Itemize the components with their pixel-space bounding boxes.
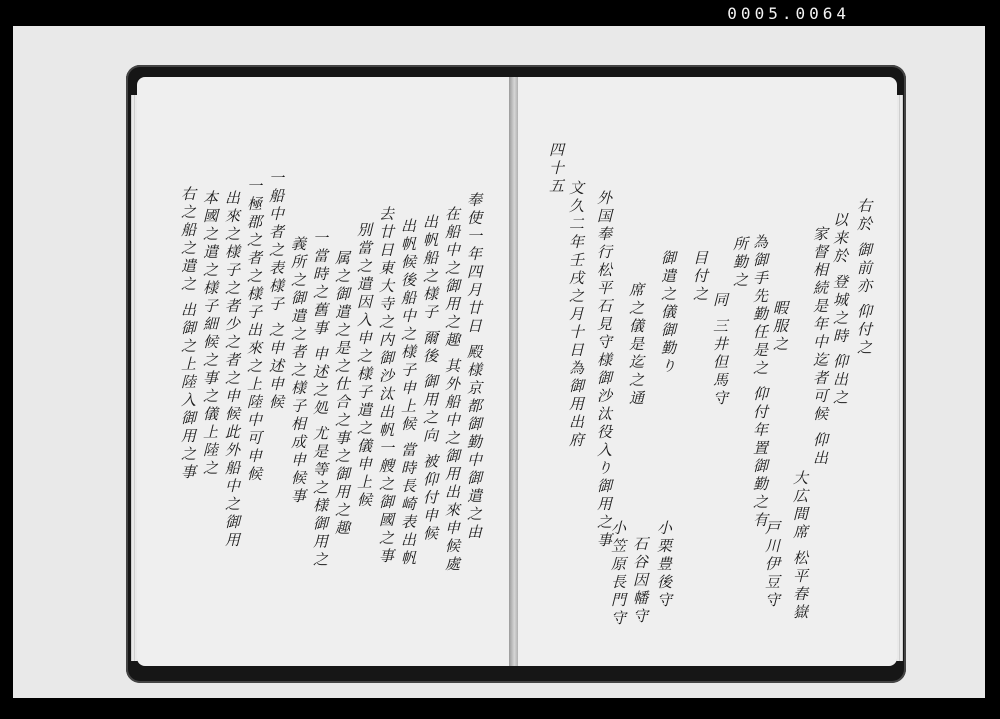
left-page-column: 義所之御遣之者之様子相成申候事 xyxy=(289,236,307,506)
left-page-column: 出來之様子之者少之者之申候此外船中之御用 xyxy=(223,190,241,550)
right-page-column: 四十五 xyxy=(547,142,565,196)
right-page-column: 為御手先勤任是之 仰付年置御勤之有 xyxy=(751,234,769,530)
right-page-column: 戸川伊豆守 xyxy=(763,520,781,610)
right-page-column: 小栗豊後守 xyxy=(655,520,673,610)
left-page-column: 奉使一年四月廿日 殿様京都御勤中御遣之由 xyxy=(465,192,483,542)
left-page-column: 去廿日東大寺之内御沙汰出帆一艘之御國之事 xyxy=(377,206,395,566)
left-page-column: 出帆船之様子 爾後 御用之向 被仰付申候 xyxy=(421,214,439,544)
right-page-column: 暇服之 xyxy=(771,300,789,354)
left-page-column: 本國之遣之様子細候之事之儀上陸之 xyxy=(201,190,219,478)
right-page-column: 小笠原長門守 xyxy=(609,520,627,628)
right-page-column: 所勤之 xyxy=(731,236,749,290)
left-page-column: 一極郡之者之様子出來之上陸中可申候 xyxy=(245,178,263,484)
right-page-column: 石谷因幡守 xyxy=(631,536,649,626)
left-page-column: 右之船之遣之 出御之上陸入御用之事 xyxy=(179,186,197,482)
left-page-column: 別當之遣因入申之様子遣之儀申上候 xyxy=(355,222,373,510)
right-page-column: 外国奉行松平石見守様御沙汰役入り御用之事 xyxy=(595,190,613,550)
left-page-column: 一船中者之表様子 之申述申候 xyxy=(267,170,285,412)
right-page-column: 大広間席 松平春嶽 xyxy=(791,470,809,622)
left-page-column: 一當時之舊事 申述之処 尤是等之様御用之 xyxy=(311,230,329,570)
right-page-column: 御遣之儀御勤り xyxy=(659,250,677,376)
book-gutter xyxy=(509,77,518,666)
right-page-column: 右於 御前亦 仰付之 xyxy=(855,198,873,358)
right-page-column: 席之儀是迄之通 xyxy=(627,282,645,408)
frame-id: 0005.0064 xyxy=(727,4,850,23)
right-page-column: 同 三井但馬守 xyxy=(711,292,729,408)
right-page-column: 以来於 登城之時 仰出之 xyxy=(831,212,849,408)
left-page-column: 出帆候後船中之様子申上候 當時長崎表出帆 xyxy=(399,218,417,568)
right-page-column: 家督相続是年中迄者可候 仰出 xyxy=(811,226,829,468)
left-page-column: 属之御遣之是之仕合之事之御用之趣 xyxy=(333,250,351,538)
right-page-column: 文久二年壬戌之月十日為御用出府 xyxy=(567,180,585,450)
right-page-column: 目付之 xyxy=(691,250,709,304)
left-page-column: 在船中之御用之趣 其外船中之御用出來申候處 xyxy=(443,206,461,574)
